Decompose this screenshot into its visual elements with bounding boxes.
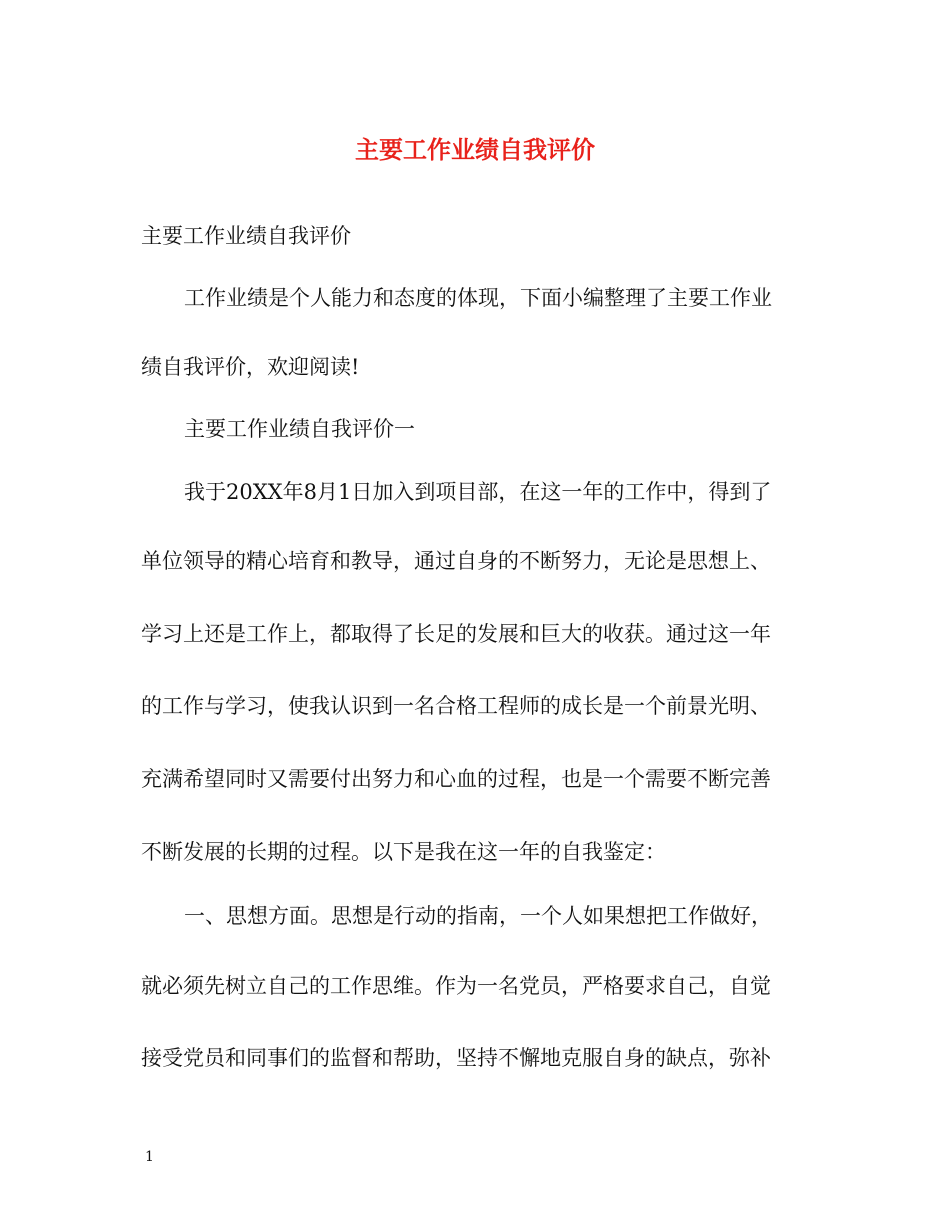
paragraph-line: 充满希望同时又需要付出努力和心血的过程，也是一个需要不断完善 [141,767,771,791]
subtitle-line: 主要工作业绩自我评价 [141,224,351,248]
paragraph-line: 工作业绩是个人能力和态度的体现，下面小编整理了主要工作业 [184,286,772,310]
paragraph-line: 就必须先树立自己的工作思维。作为一名党员，严格要求自己，自觉 [141,974,771,998]
paragraph-line: 一、思想方面。思想是行动的指南，一个人如果想把工作做好， [184,904,772,928]
paragraph-line: 不断发展的长期的过程。以下是我在这一年的自我鉴定： [141,840,666,864]
paragraph-line: 学习上还是工作上，都取得了长足的发展和巨大的收获。通过这一年 [141,622,771,646]
section-heading: 主要工作业绩自我评价一 [184,417,415,441]
page-number: 1 [145,1149,154,1165]
page-title: 主要工作业绩自我评价 [355,135,595,164]
paragraph-line: 接受党员和同事们的监督和帮助，坚持不懈地克服自身的缺点，弥补 [141,1046,771,1070]
paragraph-line: 绩自我评价，欢迎阅读! [141,355,360,379]
paragraph-line: 单位领导的精心培育和教导，通过自身的不断努力，无论是思想上、 [141,549,771,573]
paragraph-line: 我于20XX年8月1日加入到项目部，在这一年的工作中，得到了 [184,480,772,504]
paragraph-line: 的工作与学习，使我认识到一名合格工程师的成长是一个前景光明、 [141,694,771,718]
